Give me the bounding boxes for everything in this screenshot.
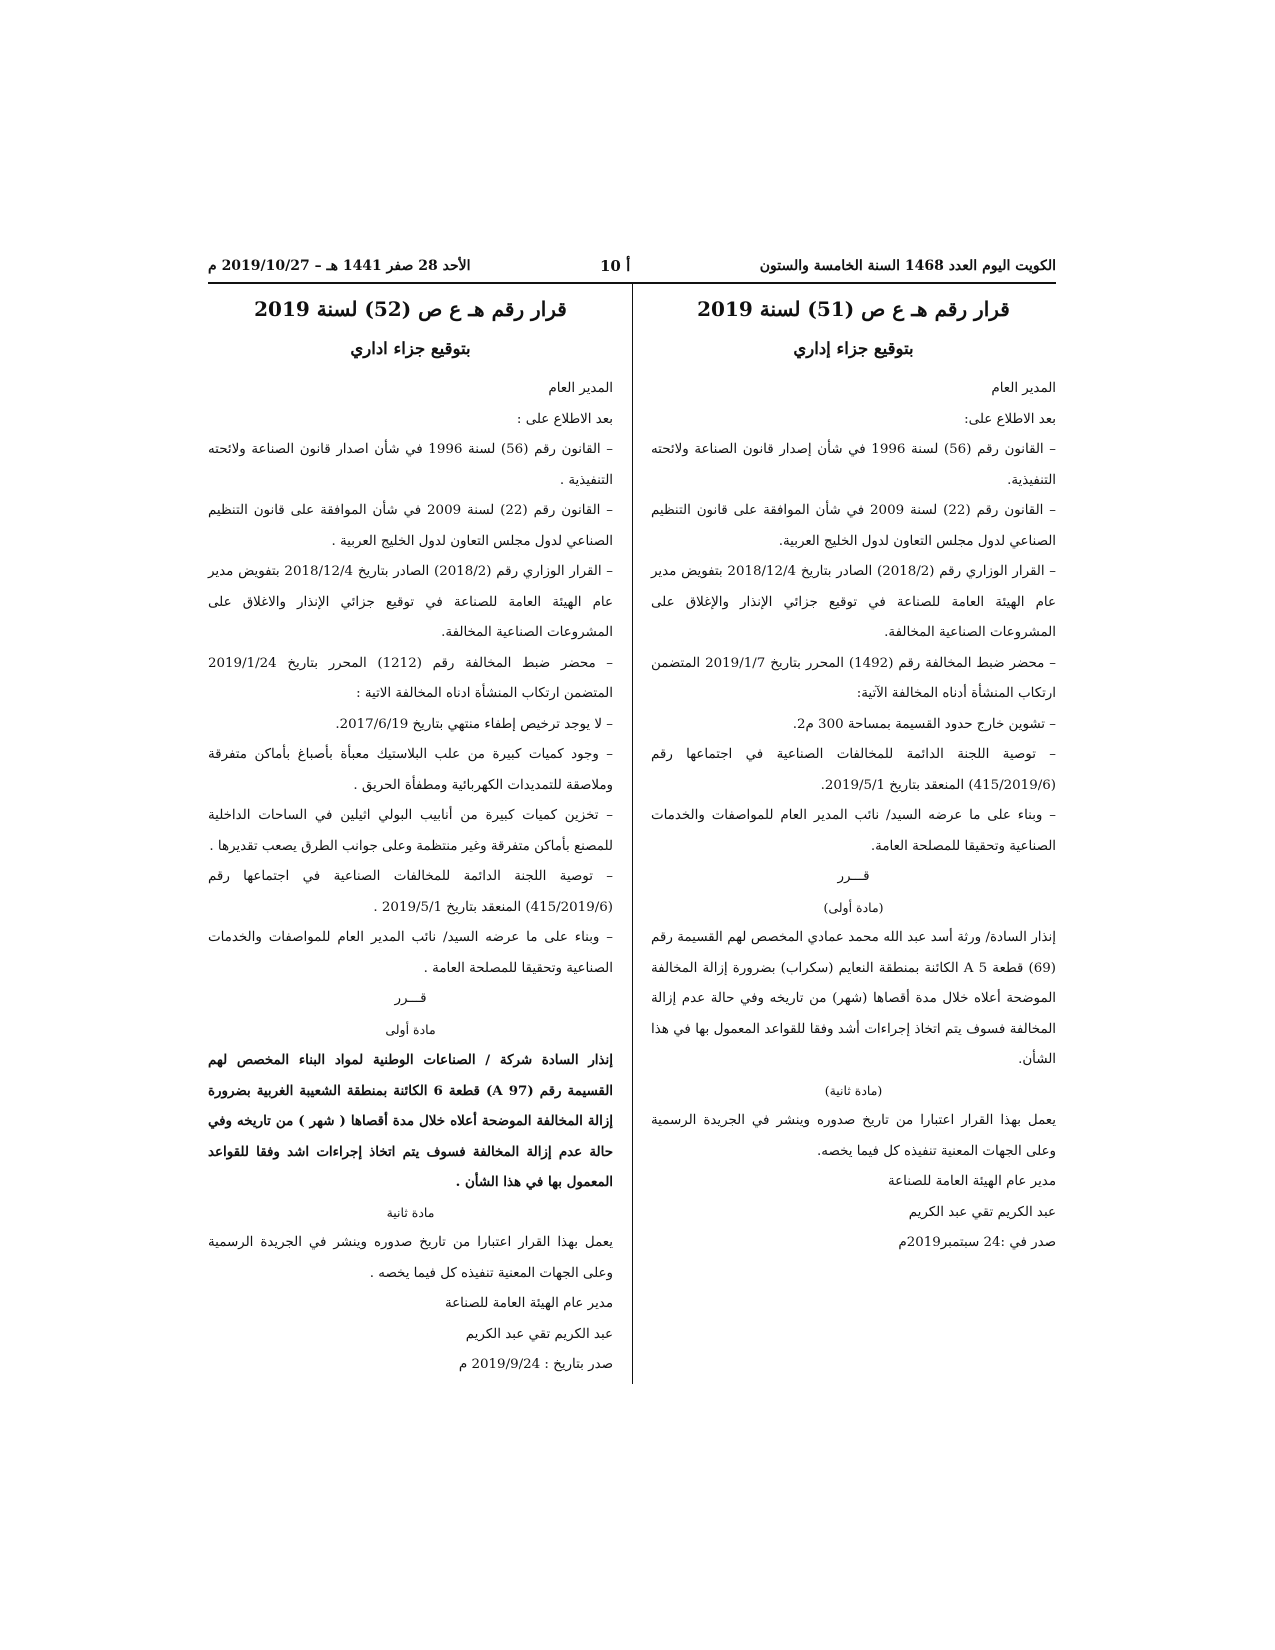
preamble-item: – محضر ضبط المخالفة رقم (1212) المحرر بتاريخ 2019/1/24 المتضمن ارتكاب المنشأة ادناه المخالفة الاتية : [208,655,614,701]
signer-title: مدير عام الهيئة العامة للصناعة [444,1296,613,1311]
director-label: المدير العام [548,381,613,396]
decided-heading: قـــرر [394,991,427,1006]
preamble-item: – توصية اللجنة الدائمة للمخالفات الصناعية في اجتماعها رقم (415/2019/6) المنعقد بتاريخ 2019/5/1 . [208,869,613,915]
page-header [208,252,1056,280]
preamble-item: – القانون رقم (56) لسنة 1996 في شأن اصدار قانون الصناعة ولائحته التنفيذية . [208,442,613,488]
article-1-text: إنذار السادة شركة / الصناعات الوطنية لمواد البناء المخصص لهم القسيمة رقم (A 97) قطعة 6 الكائنة بمنطقة الشعيبة الغربية بضرورة إزالة المخالفة الموضحة أعلاه خلال مدة أقصاها ( شهر ) من تاريخه وفي حالة عدم إزالة المخالفة فسوف يتم اتخاذ إجراءات اشد وفقا للقواعد المعمول بها في هذا الشأن . [208,1052,614,1190]
preamble-item: – القانون رقم (22) لسنة 2009 في شأن الموافقة على قانون التنظيم الصناعي لدول مجلس التعاون لدول الخليج العربية. [651,503,1056,549]
decision-51-column [651,292,1056,1259]
column-divider [632,284,633,1384]
signer-title: مدير عام الهيئة العامة للصناعة [887,1174,1056,1189]
preamble-item: – القرار الوزاري رقم (2018/2) الصادر بتاريخ 2018/12/4 بتفويض مدير عام الهيئة العامة للصناعة في توقيع جزائي الإنذار والاغلاق على المشروعات الصناعية المخالفة. [208,564,614,640]
preamble-item: – لا يوجد ترخيص إطفاء منتهي بتاريخ 2017/6/19. [335,716,613,732]
article-1-heading: مادة أولى [385,1021,436,1037]
article-2-heading: (مادة ثانية) [824,1082,883,1098]
decision-51-subtitle: بتوقيع جزاء إداري [793,339,914,358]
article-2-text: يعمل بهذا القرار اعتبارا من تاريخ صدوره وينشر في الجريدة الرسمية وعلى الجهات المعنية تنفيذه كل فيما يخصه . [208,1235,613,1281]
header-date: الأحد 28 صفر 1441 هـ – 2019/10/27 م [208,258,471,274]
after-review-label: بعد الاطلاع على : [516,411,613,427]
preamble-item: – القانون رقم (56) لسنة 1996 في شأن إصدار قانون الصناعة ولائحته التنفيذية. [651,442,1056,488]
preamble-item: – محضر ضبط المخالفة رقم (1492) المحرر بتاريخ 2019/1/7 المتضمن ارتكاب المنشأة أدناه المخالفة الآتية: [651,655,1057,701]
preamble-item: – وبناء على ما عرضه السيد/ نائب المدير العام للمواصفات والخدمات الصناعية وتحقيقا للمصلحة العامة. [651,808,1056,854]
decision-52-column [208,292,613,1381]
director-label: المدير العام [991,381,1056,396]
decision-52-subtitle: بتوقيع جزاء اداري [350,339,471,358]
preamble-item: – توصية اللجنة الدائمة للمخالفات الصناعية في اجتماعها رقم (415/2019/6) المنعقد بتاريخ 2019/5/1. [651,747,1056,793]
preamble-item: – القرار الوزاري رقم (2018/2) الصادر بتاريخ 2018/12/4 بتفويض مدير عام الهيئة العامة للصناعة في توقيع جزائي الإنذار والإغلاق على المشروعات الصناعية المخالفة. [651,564,1057,640]
preamble-item: – وبناء على ما عرضه السيد/ نائب المدير العام للمواصفات والخدمات الصناعية وتحقيقا للمصلحة العامة . [208,930,613,976]
gazette-page [208,252,1056,1432]
preamble-item: – تخزين كميات كبيرة من أنابيب البولي اثيلين في الساحات الداخلية للمصنع بأماكن متفرقة وغير منتظمة وعلى جوانب الطرق يصعب تقديرها . [208,808,613,854]
decision-52-title: قرار رقم هـ ع ص (52) لسنة 2019 [254,297,567,321]
article-2-text: يعمل بهذا القرار اعتبارا من تاريخ صدوره وينشر في الجريدة الرسمية وعلى الجهات المعنية تنفيذه كل فيما يخصه. [651,1113,1056,1159]
article-1-heading: (مادة أولى) [823,899,884,915]
after-review-label: بعد الاطلاع على: [964,411,1056,427]
decided-heading: قـــرر [837,869,870,884]
issue-date: صدر بتاريخ : 2019/9/24 م [458,1357,613,1372]
page-number: أ 10 [600,257,631,275]
preamble-item: – وجود كميات كبيرة من علب البلاستيك معبأة بأصباغ بأماكن متفرقة وملاصقة للتمديدات الكهربائية ومطفأة الحريق . [208,747,613,793]
preamble-item: – تشوين خارج حدود القسيمة بمساحة 300 م2. [792,716,1056,732]
preamble-item: – القانون رقم (22) لسنة 2009 في شأن الموافقة على قانون التنظيم الصناعي لدول مجلس التعاون لدول الخليج العربية . [208,503,613,549]
header-issue: الكويت اليوم العدد 1468 السنة الخامسة والستون [759,258,1056,274]
signer-name: عبد الكريم تقي عبد الكريم [465,1326,613,1342]
signer-name: عبد الكريم تقي عبد الكريم [908,1204,1056,1220]
article-2-heading: مادة ثانية [386,1204,435,1220]
decision-51-title: قرار رقم هـ ع ص (51) لسنة 2019 [697,297,1010,321]
article-1-text: إنذار السادة/ ورثة أسد عبد الله محمد عمادي المخصص لهم القسيمة رقم (69) قطعة A 5 الكائنة بمنطقة النعايم (سكراب) بضرورة إزالة المخالفة الموضحة أعلاه خلال مدة أقصاها (شهر) من تاريخه وفي حالة عدم إزالة المخالفة فسوف يتم اتخاذ إجراءات أشد وفقا للقواعد المعمول بها في هذا الشأن. [651,930,1057,1067]
issue-date: صدر في :24 سبتمبر2019م [898,1235,1056,1250]
